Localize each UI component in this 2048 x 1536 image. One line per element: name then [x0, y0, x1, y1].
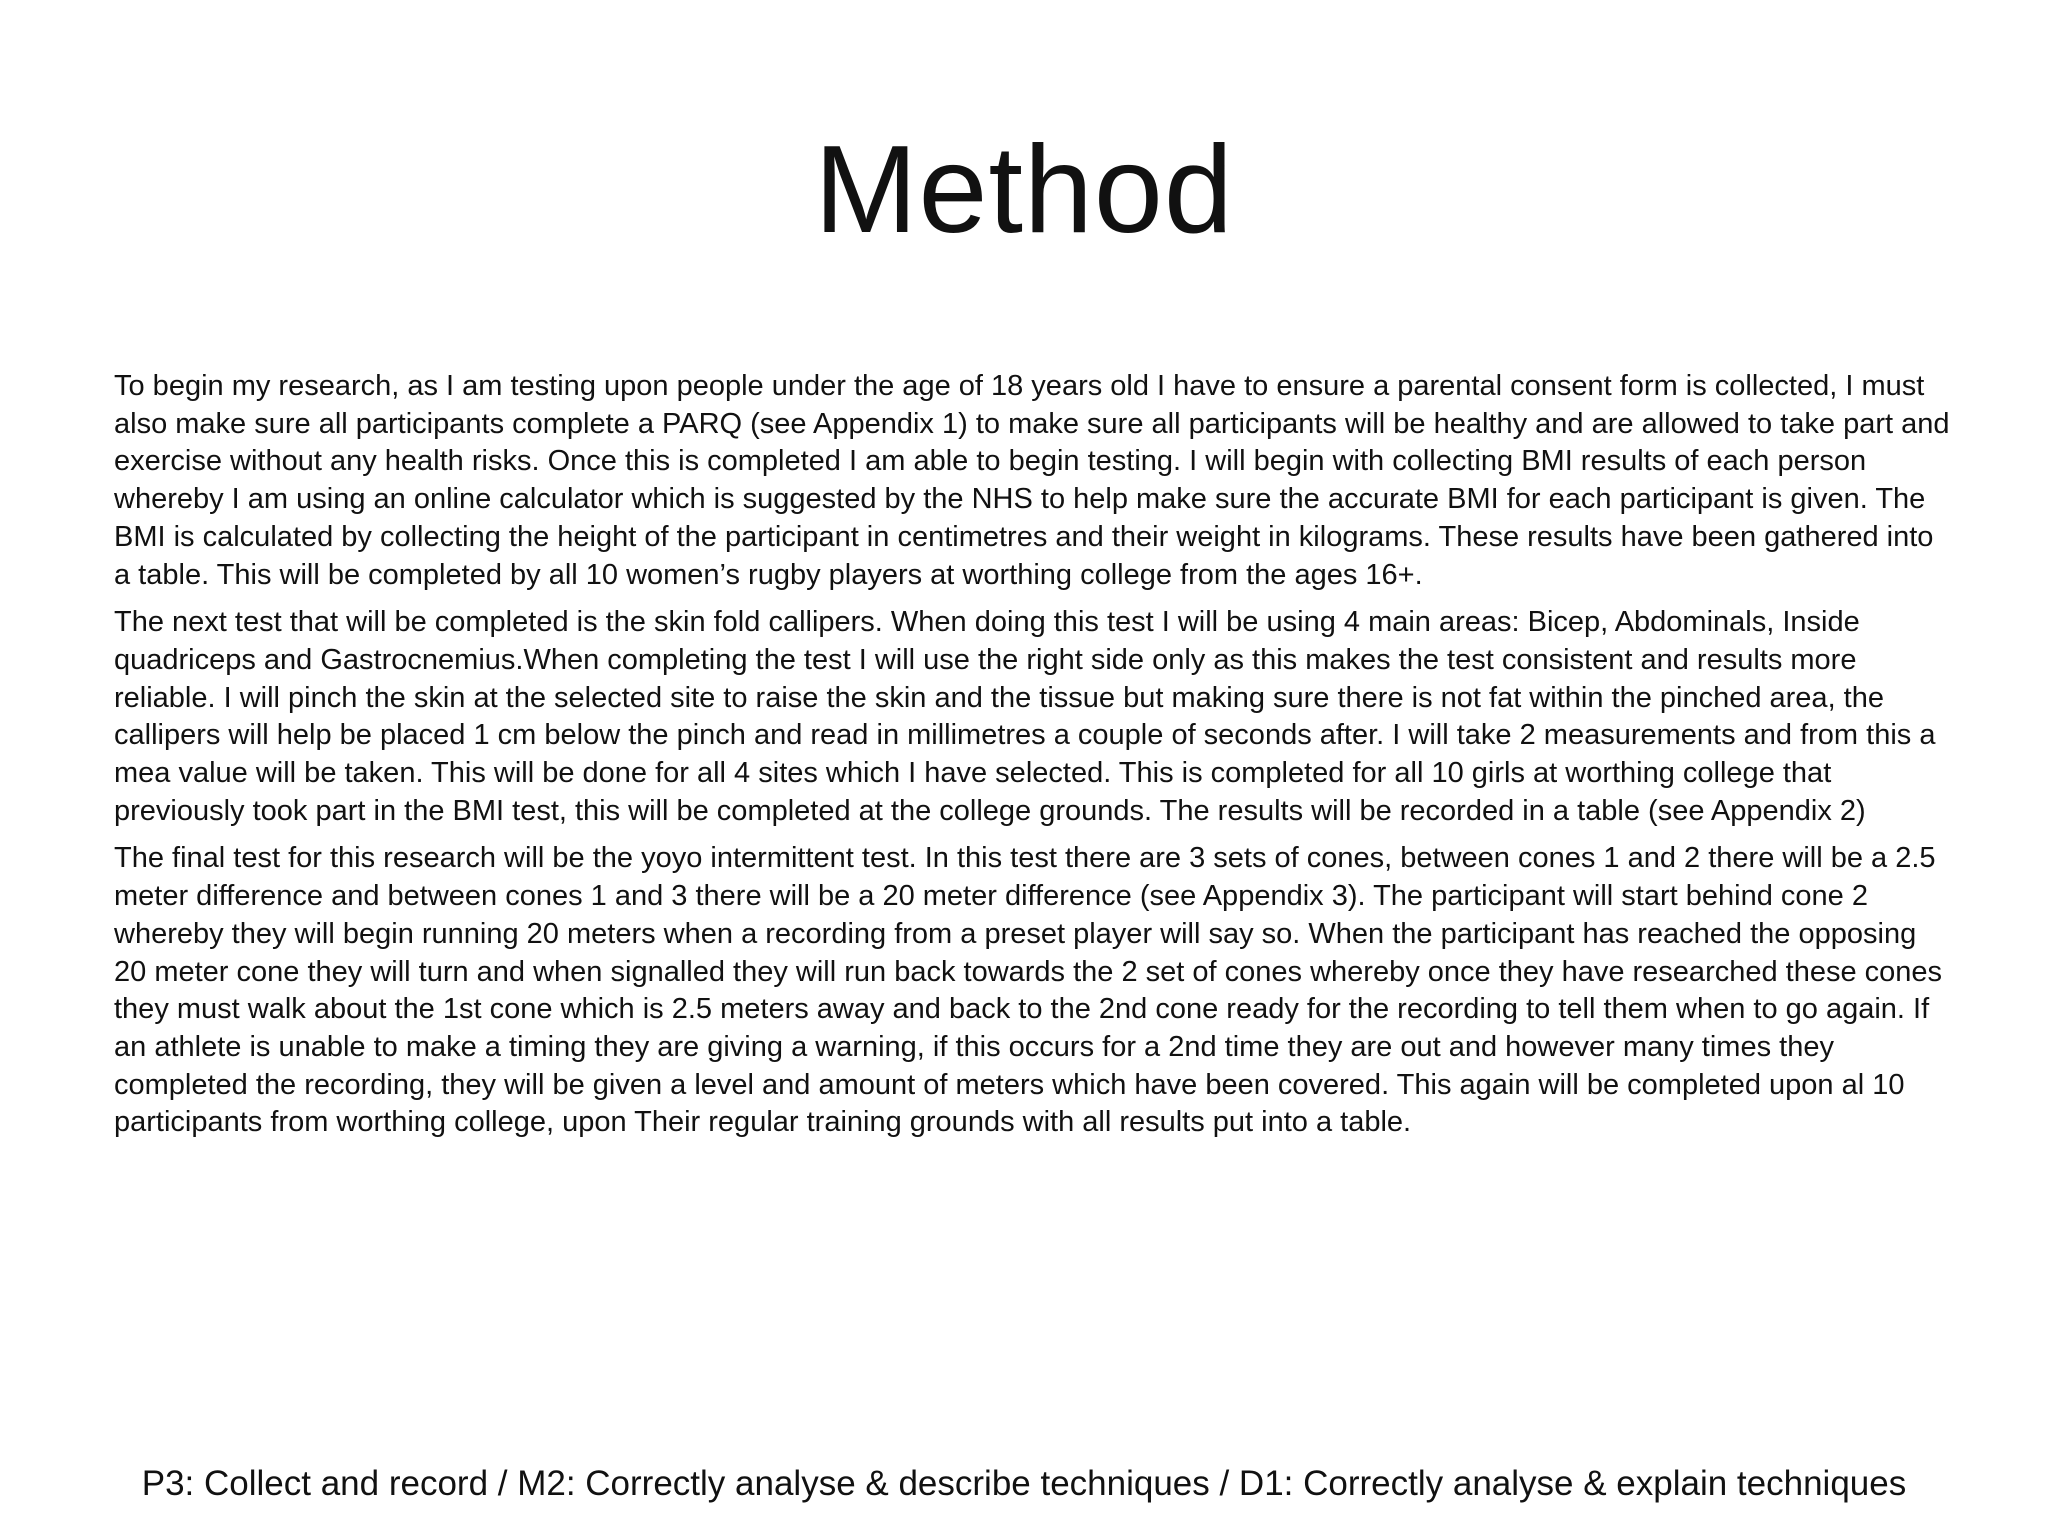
paragraph-skinfold-test: The next test that will be completed is the skin fold callipers. When doing this test I will be using 4 main areas: Bicep, Abdominals, Inside quadriceps and Gastrocnemius.When completing the test I will use the right side only as this makes the test consistent and results more reliable. I will pinch the skin at the selected site to raise the skin and the tissue but making sure there is not fat within the pinched area, the callipers will help be placed 1 cm below the pinch and read in millimetres a couple of seconds after. I will take 2 measurements and from this a mea value will be taken. This will be done for all 4 sites which I have selected. This is completed for all 10 girls at worthing college that previously took part in the BMI test, this will be completed at the college grounds. The results will be recorded in a table (see Appendix 2)	[114, 606, 1936, 827]
slide-body	[114, 368, 1954, 1152]
paragraph-research-setup: To begin my research, as I am testing upon people under the age of 18 years old I have to ensure a parental consent form is collected, I must also make sure all participants complete a PARQ (see Appendix 1) to make sure all participants will be healthy and are allowed to take part and exercise without any health risks. Once this is completed I am able to begin testing. I will begin with collecting BMI results of each person whereby I am using an online calculator which is suggested by the NHS to help make sure the accurate BMI for each participant is given. The BMI is calculated by collecting the height of the participant in centimetres and their weight in kilograms. These results have been gathered into a table. This will be completed by all 10 women’s rugby players at worthing college from the ages 16+.	[114, 370, 1950, 591]
slide-footer: P3: Collect and record / M2: Correctly analyse & describe techniques / D1: Correctly analyse & explain techniques	[141, 1464, 1907, 1503]
paragraph-yoyo-test: The final test for this research will be the yoyo intermittent test. In this test there are 3 sets of cones, between cones 1 and 2 there will be a 2.5 meter difference and between cones 1 and 3 there will be a 20 meter difference (see Appendix 3). The participant will start behind cone 2 whereby they will begin running 20 meters when a recording from a preset player will say so. When the participant has reached the opposing 20 meter cone they will turn and when signalled they will run back towards the 2 set of cones whereby once they have researched these cones they must walk about the 1st cone which is 2.5 meters away and back to the 2nd cone ready for the recording to tell them when to go again. If an athlete is unable to make a timing they are giving a warning, if this occurs for a 2nd time they are out and however many times they completed the recording, they will be given a level and amount of meters which have been covered. This again will be completed upon al 10 participants from worthing college, upon Their regular training grounds with all results put into a table.	[114, 842, 1943, 1139]
slide-title: Method	[814, 121, 1234, 259]
